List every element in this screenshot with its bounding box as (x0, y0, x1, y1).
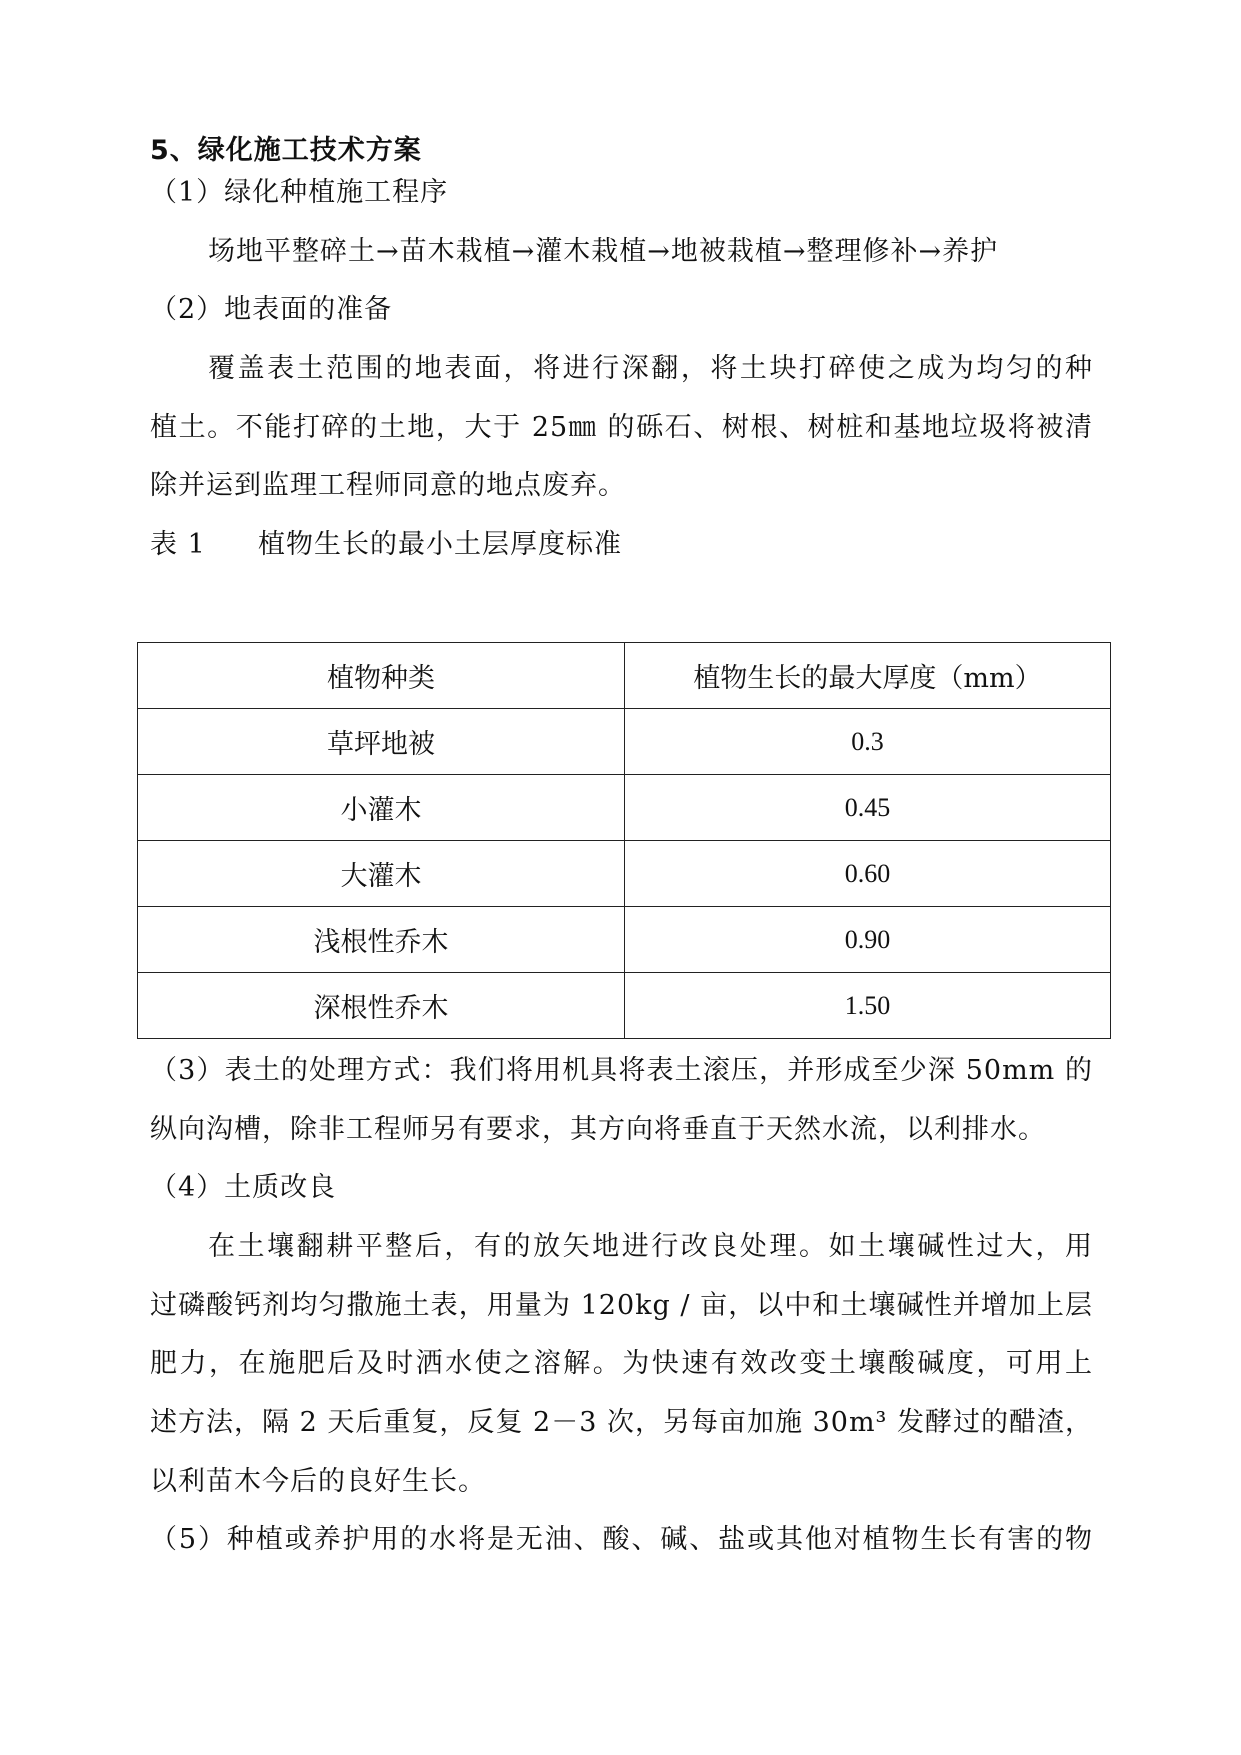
paragraph-line: 植土。不能打碎的土地，大于 25㎜ 的砾石、树根、树桩和基地垃圾将被清 (150, 412, 1093, 443)
subsection-heading: （2）地表面的准备 (150, 294, 393, 325)
table-cell: 1.50 (625, 973, 1111, 1039)
table-cell: 深根性乔木 (138, 973, 625, 1039)
paragraph-line: 除并运到监理工程师同意的地点废弃。 (150, 470, 626, 501)
paragraph-line: 覆盖表土范围的地表面，将进行深翻，将土块打碎使之成为均匀的种 (208, 353, 1093, 384)
paragraph-line: 肥力，在施肥后及时洒水使之溶解。为快速有效改变土壤酸碱度，可用上 (150, 1348, 1093, 1379)
table-row (138, 775, 1111, 841)
paragraph-line: 过磷酸钙剂均匀撒施土表，用量为 120kg / 亩，以中和土壤碱性并增加上层 (150, 1290, 1093, 1321)
table-caption-number: 表 1 (150, 529, 206, 560)
table-row (138, 709, 1111, 775)
paragraph-line: （3）表土的处理方式：我们将用机具将表土滚压，并形成至少深 50mm 的 (150, 1055, 1093, 1086)
table-cell: 0.60 (625, 841, 1111, 907)
table-cell: 浅根性乔木 (138, 907, 625, 973)
table-row (138, 907, 1111, 973)
paragraph-line: 述方法，隔 2 天后重复，反复 2－3 次，另每亩加施 30m³ 发酵过的醋渣， (150, 1407, 1093, 1438)
table-cell: 0.90 (625, 907, 1111, 973)
table-cell: 大灌木 (138, 841, 625, 907)
table-cell: 草坪地被 (138, 709, 625, 775)
table-row (138, 973, 1111, 1039)
table-cell: 0.3 (625, 709, 1111, 775)
table-cell: 小灌木 (138, 775, 625, 841)
table-header-row (138, 643, 1111, 709)
table-caption (150, 526, 1100, 564)
table-row (138, 841, 1111, 907)
paragraph-line: （5）种植或养护用的水将是无油、酸、碱、盐或其他对植物生长有害的物 (150, 1524, 1093, 1555)
section-title: 5、绿化施工技术方案 (150, 135, 422, 166)
subsection-heading: （4）土质改良 (150, 1172, 337, 1203)
table-cell: 0.45 (625, 775, 1111, 841)
soil-thickness-table (137, 642, 1111, 1039)
table-caption-title: 植物生长的最小土层厚度标准 (258, 529, 622, 560)
paragraph-line: 场地平整碎土→苗木栽植→灌木栽植→地被栽植→整理修补→养护 (208, 236, 999, 267)
table-header-cell: 植物种类 (138, 643, 625, 709)
paragraph-line: 在土壤翻耕平整后，有的放矢地进行改良处理。如土壤碱性过大，用 (208, 1231, 1093, 1262)
paragraph-line: 纵向沟槽，除非工程师另有要求，其方向将垂直于天然水流，以利排水。 (150, 1114, 1046, 1145)
table-header-cell: 植物生长的最大厚度（mm） (625, 643, 1111, 709)
subsection-heading: （1）绿化种植施工程序 (150, 177, 449, 208)
paragraph-line: 以利苗木今后的良好生长。 (150, 1466, 486, 1497)
